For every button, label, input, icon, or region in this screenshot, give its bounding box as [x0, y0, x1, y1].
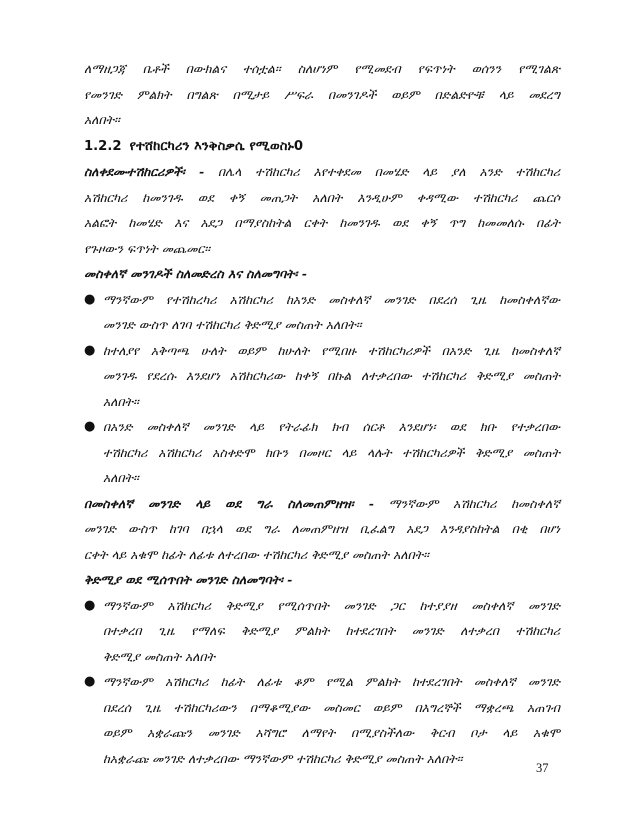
page-number: 37 — [536, 761, 549, 775]
overtaking-paragraph — [84, 159, 560, 261]
text-line: አሽከርካሪ ከመንገዱ ወደ ቀኝ መጠጋት አለበት እንዲሁም ቀዳሚው ተሽከርካሪ ጨርሶ — [84, 189, 560, 205]
bullet-icon: ● — [84, 419, 96, 434]
text-line: ከአቋራጩ መንገድ ለተቃረበው ማንኛውም ተሽከርካሪ ቅድሚያ መስጠት አለበት፡፡ — [103, 750, 463, 766]
bullet-icon: ● — [84, 342, 96, 358]
list-item — [84, 414, 560, 491]
intersections-heading: መስቀለኛ መንገዶች ስለመድረስ እና ስለመግባት፡ - — [84, 266, 307, 281]
text-line: ማንኛውም አሽከርካሪ ቅድሚያ የሚሰጥበት መንገድ ጋር ከተያያዘ መስቀለኛ መንገድ — [103, 597, 560, 613]
text-line — [84, 491, 560, 517]
intersections-list — [84, 287, 560, 491]
list-item — [84, 669, 560, 771]
list-item — [84, 338, 560, 415]
text-line: ርቀት ላይ አቁሞ ከፊት ለፊቱ ለተረበው ተሽከርካሪ ቅድሚያ መስጠት አለበት፡፡ — [84, 546, 429, 562]
intro-paragraph — [84, 56, 560, 133]
text-line: አለበት፡፡ — [103, 470, 139, 485]
text-line: አለበት፡፡ — [103, 393, 139, 409]
section-heading — [84, 134, 560, 160]
left-turn-text: ማንኛውም አሽከርካሪ ከመስቀለኛ — [388, 495, 560, 511]
overtaking-text: በሌላ ተሽከርካሪ እየተቀደመ በመሄድ ላይ ያለ አንድ ተሽከርካሪ — [204, 164, 560, 179]
section-number: 1.2.2 — [84, 138, 122, 154]
text-line: ለማዘጋጃ ቤቶች በውክልና ተሰቷል፡፡ ስለሆነም የሚመደብ የፍጥነት ወሰንን የሚገልጽ — [84, 61, 560, 76]
overtaking-heading: ስለቀደሙተሽከርሪዎች፡ - — [84, 164, 205, 179]
priority-list — [84, 593, 560, 772]
text-line: በተቃረበ ጊዜ የማለፍ ቅድሚያ ምልክት ከተደረገበት መንገድ ለተቃረበ ተሽከርካሪ — [103, 623, 560, 638]
left-turn-heading: በመስቀለኛ መንገድ ላይ ወደ ግራ ስለመጠምዘዝ፡ - — [84, 495, 374, 511]
page-body — [84, 56, 560, 771]
text-line: የመንገድ ምልክት በግልጽ በሚታይ ሥፍራ በመንገዶች ወይም በድልድዮቹ ላይ መደረግ — [84, 86, 560, 102]
text-line: መንገድ ውስጥ ለገባ ተሽከርካሪ ቅድሚያ መስጠት አለበት፡፡ — [103, 317, 362, 332]
bullet-icon: ● — [84, 291, 96, 307]
text-line: ከተለያየ አቅጣጫ ሁለት ወይም ከሁለት የሚበዙ ተሽከርካሪዎች በአንድ ጊዜ ከመስቀለኛ — [103, 342, 560, 358]
text-line: የጉዞውን ፍጥነት መጨመር፡፡ — [84, 240, 211, 256]
bullet-icon: ● — [84, 597, 96, 613]
list-item — [84, 287, 560, 338]
text-line: ቅድሚያ መስጠት አለበት — [103, 648, 216, 664]
text-line: ማንኛውም የተሽከረካሪ አሽከርካሪ ከአንድ መስቀለኛ መንገድ በደረሰ ጊዜ ከመስቀለኛው — [103, 291, 560, 307]
text-line: አልፎት ከመሄድ እና አደጋ በማያስከትል ርቀት ከመንገዱ ወደ ቀኝ ጥግ ከመመለሱ በፊት — [84, 215, 560, 230]
text-line: መንገድ ውስጥ ከገባ በኋላ ወደ ግራ ለመጠምዘዝ ቢፈልግ አደጋ እንዳያስከትል በቂ በሆነ — [84, 521, 560, 536]
bullet-icon: ● — [84, 674, 96, 689]
text-line: መንገዱ የደረሱ እንደሆነ አሽከርካሪው ከቀኝ በኩል ለተቃረበው ተሽከርካሪ ቅድሚያ መስጠት — [103, 368, 560, 383]
priority-heading: ቅድሚያ ወደ ሚሰጥበት መንገድ ስለመግባት፡ - — [84, 572, 293, 587]
text-line: ማንኛውም አሽከርካሪ ከፊት ለፊቱ ቆም የሚል ምልክት ከተደረገበት መስቀለኛ መንገድ — [103, 674, 560, 689]
left-turn-paragraph — [84, 491, 560, 568]
text-line — [84, 159, 560, 185]
text-line: ወይም አቋራጩን መንገድ አሻግሮ ለማየት በሚያስችለው ቅርብ ቦታ ላይ አቁሞ — [103, 725, 560, 740]
text-line: ተሽከርካሪ አሽከርካሪ አስቀድሞ ክቡን በመዞር ላይ ላሉት ተሽከርካሪዎች ቅድሚያ መስጠት — [103, 444, 560, 460]
section-title: የተሸከርካሪን እንቅስቃሴ የሚወስኑ0 — [129, 138, 304, 154]
text-line: በአንድ መስቀለኛ መንገድ ላይ የትራፊክ ክብ ሰርቶ እንደሆነ፡ ወደ ክቡ የተቃረበው — [103, 419, 560, 434]
text-line: አለበት፡፡ — [84, 112, 120, 127]
list-item — [84, 593, 560, 670]
text-line: በደረሰ ጊዜ ተሽከርካሪውን በማቆሚያው መስመር ወይም በእግረኞች ማቋረጫ አጠገብ — [103, 699, 560, 715]
